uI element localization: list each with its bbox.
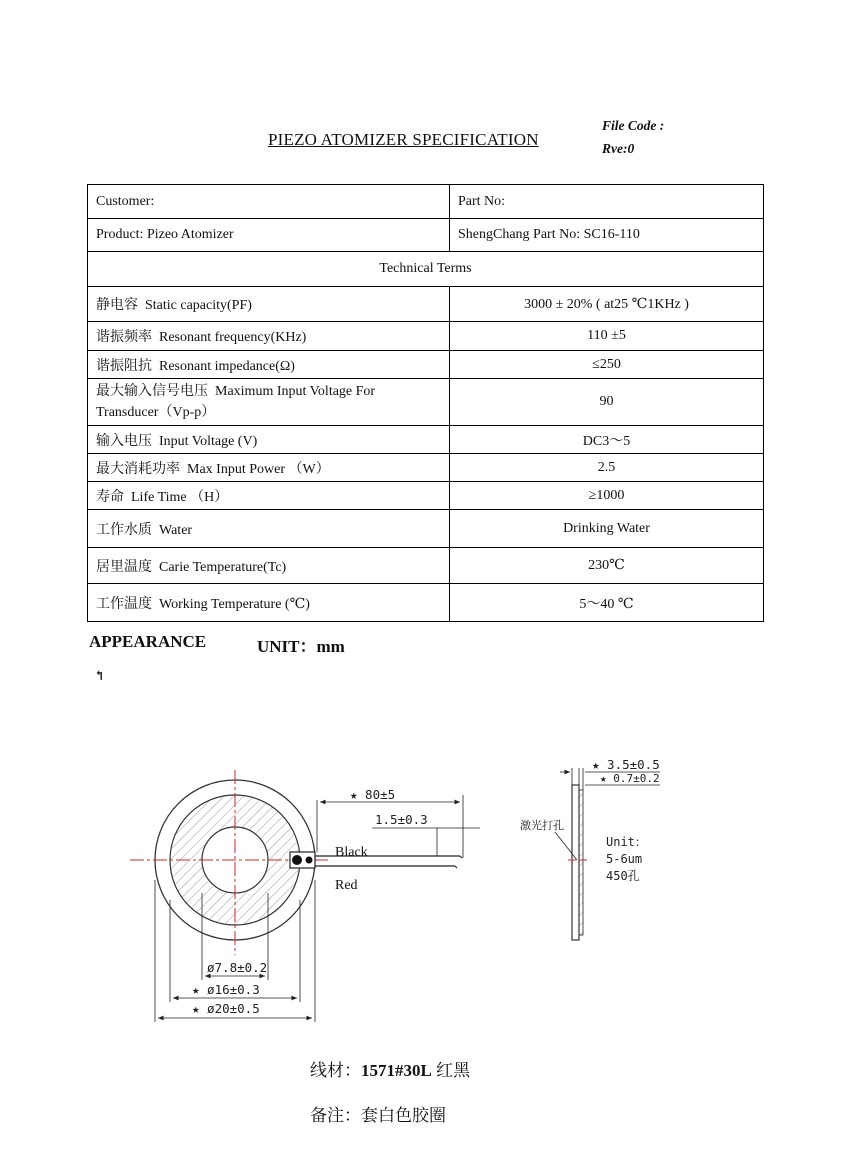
- file-code: File Code :: [602, 118, 665, 133]
- electrode-layer: [579, 790, 583, 935]
- unit-label: UNIT：mm: [257, 637, 345, 656]
- spec-label-en: Input Voltage (V): [159, 433, 258, 449]
- remark-note: 备注：套白色胶圈: [310, 1106, 446, 1125]
- spec-label-cn: 输入电压: [96, 433, 152, 449]
- spec-value: 110 ±5: [450, 322, 764, 351]
- spec-value: ≤250: [450, 351, 764, 379]
- technical-terms-heading: Technical Terms: [88, 252, 764, 287]
- spec-value: DC3～5: [450, 426, 764, 454]
- paragraph-mark-icon: ↰: [94, 668, 105, 683]
- spec-label-en: Resonant impedance(Ω): [159, 358, 295, 374]
- hole-count-note: 450孔: [606, 869, 640, 883]
- spec-value: ≥1000: [450, 482, 764, 510]
- spec-label-en: Static capacity(PF): [145, 298, 252, 313]
- product-cell: Product: Pizeo Atomizer: [88, 219, 450, 252]
- spec-label-en: Carie Temperature(Tc): [159, 559, 287, 575]
- disc-front-view: [130, 770, 462, 955]
- shengchang-part-no-cell: ShengChang Part No: SC16-110: [450, 219, 764, 252]
- lead-dimensions: [317, 787, 480, 893]
- spec-label-cn: 最大消耗功率: [96, 461, 180, 477]
- spec-label-cn: 谐振频率: [96, 330, 152, 345]
- spec-label-cn: 谐振阻抗: [96, 358, 152, 374]
- dim-strip-length: 1.5±0.3: [375, 812, 428, 827]
- spec-label-cn: 静电容: [96, 298, 138, 313]
- spec-label-cn: 居里温度: [96, 559, 152, 575]
- laser-hole-label: 激光打孔: [520, 819, 564, 832]
- spec-label-en: Water: [159, 522, 193, 538]
- spec-label-en: Maximum Input Voltage For: [215, 384, 376, 399]
- dim-outer-diameter: ★ ø20±0.5: [192, 1001, 260, 1016]
- spec-label-cn: 寿命: [96, 489, 124, 505]
- spec-label-en: Working Temperature (℃): [159, 596, 310, 612]
- spec-label-cn: 最大输入信号电压: [96, 384, 208, 399]
- spec-label-cn: 工作水质: [96, 522, 152, 538]
- disc-side-plate: [572, 785, 579, 940]
- document-title: PIEZO ATOMIZER SPECIFICATION: [268, 130, 539, 149]
- spec-label-en: Max Input Power （W）: [187, 461, 330, 477]
- spec-value: 3000 ± 20% ( at25 ℃1KHz ): [450, 287, 764, 322]
- solder-point: [306, 857, 313, 864]
- dim-lead-length: ★ 80±5: [350, 787, 396, 802]
- solder-point: [292, 855, 302, 865]
- appearance-heading: APPEARANCE: [89, 632, 207, 651]
- spec-label-en: Life Time （H）: [131, 489, 229, 505]
- part-no-cell: Part No:: [450, 185, 764, 219]
- spec-label-cn: 工作温度: [96, 596, 152, 612]
- dim-plate-thickness: ★ 0.7±0.2: [600, 772, 660, 785]
- dim-inner-diameter: ø7.8±0.2: [207, 960, 268, 975]
- wire-spec: 1571#30L: [361, 1061, 432, 1080]
- wire-black-label: Black: [335, 845, 368, 860]
- wire-note: [310, 1056, 470, 1081]
- dim-total-thickness: ★ 3.5±0.5: [592, 757, 660, 772]
- revision: Rve:0: [602, 141, 635, 156]
- wire-note-prefix: 线材：: [310, 1061, 361, 1080]
- spec-label-en: Resonant frequency(KHz): [159, 330, 307, 345]
- spec-value: 90: [450, 379, 764, 426]
- wire-red-label: Red: [335, 878, 358, 893]
- hole-size-note: 5-6um: [606, 852, 643, 866]
- spec-label-en-line2: Transducer（Vp-p）: [96, 405, 216, 420]
- wire-note-suffix: 红黑: [431, 1061, 471, 1080]
- spec-value: 2.5: [450, 454, 764, 482]
- unit-note: Unit：: [606, 835, 647, 849]
- spec-value: 230℃: [450, 548, 764, 584]
- dim-electrode-diameter: ★ ø16±0.3: [192, 982, 260, 997]
- spec-value: Drinking Water: [450, 510, 764, 548]
- customer-cell: Customer:: [88, 185, 450, 219]
- spec-value: 5～40 ℃: [450, 584, 764, 622]
- disc-side-view: [520, 757, 660, 940]
